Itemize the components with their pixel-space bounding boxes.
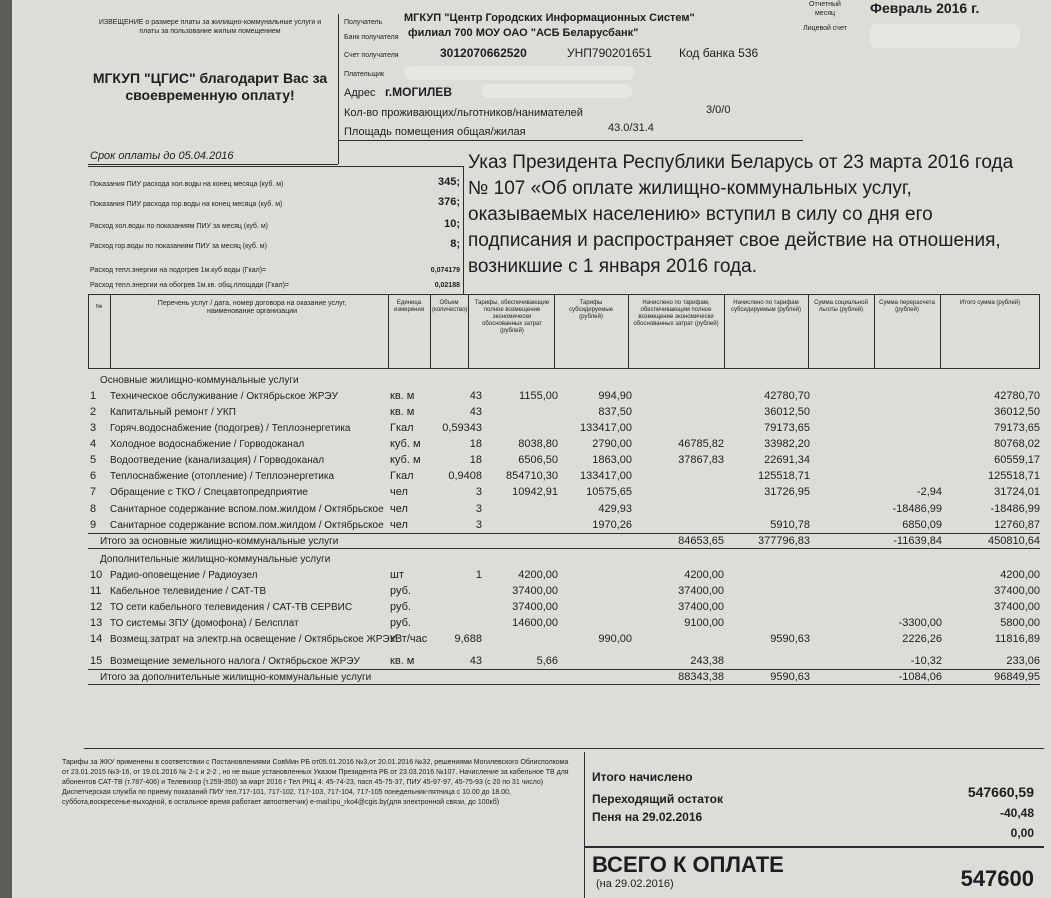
table-row [12, 469, 1051, 484]
cell-full: 37400,00 [512, 585, 558, 597]
cell-unit: кв. м [390, 406, 415, 418]
cell-num: 2 [90, 406, 97, 418]
cell-subs: 2790,00 [592, 438, 632, 450]
cell-qty: 3 [475, 503, 482, 515]
cell-cfull: 88343,38 [678, 671, 724, 683]
cell-unit: куб. м [390, 454, 421, 466]
cell-csubs: 125518,71 [758, 470, 810, 482]
col-header: № [95, 304, 103, 310]
payment-deadline: Срок оплаты до 05.04.2016 [90, 150, 234, 162]
cell-total: 5800,00 [1000, 617, 1040, 629]
cell-full: 10942,91 [512, 486, 558, 498]
cell-num: 13 [90, 617, 103, 629]
cell-recalc: -10,32 [910, 655, 942, 667]
cell-name: Возмещение земельного налога / Октябрьское ЖРЭУ [110, 656, 360, 667]
table-row [12, 568, 1051, 583]
cell-cfull: 37400,00 [678, 601, 724, 613]
cell-num: 6 [90, 470, 97, 482]
cell-total: 12760,87 [994, 519, 1040, 531]
meter-label: Расход тепл.энергии на подогрев 1м.куб воды (Гкал)= [90, 267, 267, 274]
cell-subs: 1970,26 [592, 519, 632, 531]
table-row [12, 600, 1051, 615]
col-header: Начислено по тарифам, обеспечивающим полное возмещение экономически обоснованных затрат (рублей) [633, 300, 719, 327]
address-label: Адрес [344, 87, 376, 99]
cell-name: Санитарное содержание вспом.пом.жилдом / Октябрьское [110, 504, 384, 515]
cell-csubs: 377796,83 [758, 535, 810, 547]
cell-qty: 0,9408 [448, 470, 482, 482]
cell-subs: 429,93 [598, 503, 632, 515]
cell-full: 854710,30 [506, 470, 558, 482]
cell-recalc: -18486,99 [892, 503, 942, 515]
cell-qty: 43 [469, 655, 482, 667]
cell-num: 5 [90, 454, 97, 466]
table-row [12, 584, 1051, 599]
cell-unit: Гкал [390, 422, 414, 434]
cell-csubs: 9590,63 [770, 633, 810, 645]
grand-total-date: (на 29.02.2016) [596, 878, 674, 890]
col-header: Тарифы субсидируемые (рублей) [569, 300, 613, 320]
cell-name: Основные жилищно-коммунальные услуги [100, 375, 299, 386]
recipient-name: МГКУП "Центр Городских Информационных Систем" [404, 12, 695, 24]
cell-name: Обращение с ТКО / Спецавтопредприятие [110, 487, 308, 498]
col-header: Сумма социальной льготы (рублей) [814, 300, 868, 313]
cell-num: 8 [90, 503, 97, 515]
cell-name: Холодное водоснабжение / Горводоканал [110, 439, 305, 450]
cell-qty: 43 [469, 390, 482, 402]
cell-cfull: 46785,82 [678, 438, 724, 450]
cell-full: 6506,50 [518, 454, 558, 466]
address-value: г.МОГИЛЕВ [385, 85, 452, 99]
cell-num: 4 [90, 438, 97, 450]
cell-name: Итого за дополнительные жилищно-коммунальные услуги [100, 672, 372, 683]
cell-name: ТО сети кабельного телевидения / САТ-ТВ СЕРВИС [110, 602, 353, 613]
cell-total: 42780,70 [994, 390, 1040, 402]
cell-qty: 3 [475, 486, 482, 498]
cell-total: 37400,00 [994, 585, 1040, 597]
cell-num: 3 [90, 422, 97, 434]
penalty-value: 0,00 [1010, 826, 1034, 840]
cell-num: 15 [90, 655, 103, 667]
cell-unit: чел [390, 486, 408, 498]
meter-value: 0,074179 [430, 267, 460, 274]
period-label: Отчетный месяц [809, 1, 841, 17]
residents-value: 3/0/0 [706, 104, 731, 116]
cell-qty: 43 [469, 406, 482, 418]
cell-num: 1 [90, 390, 97, 402]
cell-csubs: 9590,63 [770, 671, 810, 683]
subtotal-row [12, 670, 1051, 685]
cell-csubs: 31726,95 [764, 486, 810, 498]
subtotal-rule [88, 684, 1040, 685]
carryover-value: -40,48 [999, 806, 1034, 820]
table-row [12, 654, 1051, 669]
table-row [12, 616, 1051, 631]
cell-qty: 9,688 [454, 633, 482, 645]
cell-unit: шт [390, 569, 404, 581]
cell-total: 450810,64 [988, 535, 1040, 547]
cell-recalc: -1084,06 [898, 671, 942, 683]
meter-label: Расход тепл.энергии на обогрев 1м.кв. общ.площади (Гкал)= [90, 282, 290, 289]
cell-num: 14 [90, 633, 103, 645]
total-charged-value: 547660,59 [967, 784, 1034, 800]
meter-value: 10; [444, 218, 460, 230]
table-row [12, 389, 1051, 404]
cell-recalc: -3300,00 [898, 617, 942, 629]
cell-unit: кв. м [390, 390, 415, 402]
grand-total-value: 547600 [960, 866, 1034, 891]
cell-num: 9 [90, 519, 97, 531]
decree-announcement: Указ Президента Республики Беларусь от 23 марта 2016 года № 107 «Об оплате жилищно-коммунальных услуг, оказываемых населению» вступил в силу со дня его подписания и распространяет свое действие на отношения, возникшие с 1 января 2016 года. [468, 152, 1014, 277]
billing-month: Февраль 2016 г. [870, 0, 980, 16]
cell-total: 125518,71 [988, 470, 1040, 482]
table-row [12, 485, 1051, 500]
cell-recalc: 2226,26 [902, 633, 942, 645]
cell-qty: 0,59343 [442, 422, 482, 434]
cell-name: ТО системы ЗПУ (домофона) / Белсплат [110, 618, 299, 629]
cell-total: 37400,00 [994, 601, 1040, 613]
cell-cfull: 4200,00 [684, 569, 724, 581]
cell-unit: чел [390, 503, 408, 515]
utility-bill [12, 0, 1051, 898]
penalty-label: Пеня на 29.02.2016 [592, 810, 703, 824]
cell-unit: руб. [390, 601, 411, 613]
meter-value: 8; [450, 238, 460, 250]
cell-total: 96849,95 [994, 671, 1040, 683]
subtotal-rule [88, 533, 1040, 534]
cell-name: Теплоснабжение (отопление) / Теплоэнергетика [110, 471, 335, 482]
cell-recalc: 6850,09 [902, 519, 942, 531]
subtotal-rule [88, 669, 1040, 670]
subtotal-rule [88, 548, 1040, 549]
meter-label: Показания ПИУ расхода гор.воды на конец месяца (куб. м) [90, 201, 283, 208]
cell-name: Капитальный ремонт / УКП [110, 407, 236, 418]
cell-recalc: -11639,84 [893, 535, 942, 547]
meter-label: Показания ПИУ расхода хол.воды на конец месяца (куб. м) [90, 181, 284, 188]
meter-label: Расход гор.воды по показаниям ПИУ за месяц (куб. м) [90, 243, 267, 250]
cell-full: 5,66 [536, 655, 558, 667]
cell-name: Санитарное содержание вспом.пом.жилдом / Октябрьское [110, 520, 384, 531]
carryover-label: Переходящий остаток [592, 792, 723, 806]
meter-value: 0,02188 [434, 282, 460, 289]
cell-name: Кабельное телевидение / САТ-ТВ [110, 586, 267, 597]
cell-unit: руб. [390, 617, 411, 629]
thanks-message: МГКУП "ЦГИС" благодарит Вас за своевременную оплату! [92, 70, 328, 103]
meter-label: Расход хол.воды по показаниям ПИУ за месяц (куб. м) [90, 223, 268, 230]
table-row [12, 518, 1051, 533]
subtotal-row [12, 534, 1051, 549]
total-charged-label: Итого начислено [592, 770, 693, 784]
table-row [12, 421, 1051, 436]
col-header: Тарифы, обеспечивающие полное возмещение экономически обоснованных затрат (рублей) [474, 300, 550, 334]
col-header: Начислено по тарифам субсидируемым (рублей) [730, 300, 802, 313]
unp: УНП790201651 [567, 46, 652, 60]
table-row [12, 502, 1051, 517]
account-label: Счет получателя [344, 52, 399, 59]
cell-total: 4200,00 [1000, 569, 1040, 581]
cell-csubs: 5910,78 [770, 519, 810, 531]
cell-num: 10 [90, 569, 103, 581]
cell-subs: 994,90 [598, 390, 632, 402]
col-header: Перечень услуг / дата, номер договора на оказание услуг, наименование организации [157, 300, 347, 315]
cell-cfull: 84653,65 [678, 535, 724, 547]
payer-label: Плательщик [344, 71, 385, 78]
cell-name: Дополнительные жилищно-коммунальные услуги [100, 554, 331, 565]
cell-qty: 18 [469, 438, 482, 450]
cell-num: 11 [90, 585, 102, 597]
cell-total: 80768,02 [994, 438, 1040, 450]
cell-subs: 133417,00 [580, 470, 632, 482]
cell-name: Возмещ.затрат на электр.на освещение / Октябрьское ЖРЭУ [110, 634, 396, 645]
cell-cfull: 37867,83 [678, 454, 724, 466]
meter-value: 376; [437, 196, 460, 208]
cell-unit: чел [390, 519, 408, 531]
cell-name: Итого за основные жилищно-коммунальные услуги [100, 536, 339, 547]
col-header: Объем (количество) [432, 300, 468, 313]
meter-value: 345; [437, 176, 460, 188]
col-header: Итого сумма (рублей) [959, 300, 1021, 306]
cell-total: 11816,89 [994, 633, 1040, 645]
cell-full: 8038,80 [518, 438, 558, 450]
account-id-label: Лицевой счет [803, 25, 847, 32]
col-header: Единица измерения [393, 300, 425, 313]
cell-full: 37400,00 [512, 601, 558, 613]
cell-total: 79173,65 [994, 422, 1040, 434]
cell-subs: 10575,65 [586, 486, 632, 498]
bank-name: филиал 700 МОУ ОАО "АСБ Беларусбанк" [408, 27, 639, 39]
cell-qty: 1 [475, 569, 482, 581]
cell-total: -18486,99 [990, 503, 1040, 515]
cell-subs: 990,00 [598, 633, 632, 645]
cell-cfull: 37400,00 [678, 585, 724, 597]
cell-qty: 18 [469, 454, 482, 466]
cell-total: 36012,50 [994, 406, 1040, 418]
cell-recalc: -2,94 [916, 486, 942, 498]
cell-cfull: 9100,00 [684, 617, 724, 629]
cell-subs: 133417,00 [580, 422, 632, 434]
cell-csubs: 33982,20 [764, 438, 810, 450]
cell-unit: кВт/час [390, 633, 428, 645]
area-label: Площадь помещения общая/жилая [344, 126, 526, 138]
footnote: Тарифы за ЖКУ применены в соответствии с Постановлениями СовМин РБ от05.01.2016 №3,от 20.01.2016 №32, решениями Могилевского Облисполкома от 23.01.2015 №3-16, от 19.01.2016 № 2-1 и 2-2 , но не выше установленных Указом Президента РБ от 23.03.2016 №107. Начисление за кабельное ТВ для абонентов САТ-ТВ (т.787-406) и Телевизор (т.259-350) за март 2016 г Тел РКЦ 4: 45-74-23, пасп 45-75-37, ПИУ 45-97-97, 45-75-93 (с 20 по 31 число) Диспетчерская служба по приему показаний ПИУ тел.717-101, 717-102, 717-103, 717-104, 717-105 понедельник-пятница с 10.00 до 18.00, суббота,воскресенье-выходной, в остальное время работает автоответчик) e-mail:ipu_rko4@cgis.by(для электронной связи, до 100кб) [62, 759, 569, 806]
cell-qty: 3 [475, 519, 482, 531]
cell-cfull: 243,38 [690, 655, 724, 667]
cell-subs: 1863,00 [592, 454, 632, 466]
cell-unit: кв. м [390, 655, 415, 667]
cell-unit: руб. [390, 585, 411, 597]
cell-csubs: 79173,65 [764, 422, 810, 434]
cell-csubs: 36012,50 [764, 406, 810, 418]
cell-csubs: 42780,70 [764, 390, 810, 402]
area-value: 43.0/31.4 [608, 122, 654, 134]
cell-total: 233,06 [1006, 655, 1040, 667]
account-number: 3012070662520 [440, 46, 527, 60]
table-row [12, 453, 1051, 468]
bank-label: Банк получателя [344, 34, 399, 41]
col-header: Сумма перерасчета (рублей) [879, 300, 935, 313]
cell-name: Радио-оповещение / Радиоузел [110, 570, 258, 581]
cell-name: Водоотведение (канализация) / Горводоканал [110, 455, 325, 466]
cell-full: 14600,00 [512, 617, 558, 629]
cell-num: 7 [90, 486, 97, 498]
cell-name: Техническое обслуживание / Октябрьское ЖРЭУ [110, 391, 338, 402]
cell-unit: куб. м [390, 438, 421, 450]
notice-header: ИЗВЕЩЕНИЕ о размере платы за жилищно-коммунальные услуги и платы за пользование жилым помещением [98, 19, 322, 35]
section-header [12, 552, 1051, 567]
cell-unit: Гкал [390, 470, 414, 482]
table-row [12, 405, 1051, 420]
cell-name: Горяч.водоснабжение (подогрев) / Теплоэнергетика [110, 423, 351, 434]
cell-csubs: 22691,34 [764, 454, 810, 466]
cell-num: 12 [90, 601, 103, 613]
cell-total: 60559,17 [994, 454, 1040, 466]
table-row [12, 437, 1051, 452]
recipient-label: Получатель [344, 19, 383, 26]
cell-total: 31724,01 [994, 486, 1040, 498]
table-row [12, 632, 1051, 647]
bank-code: Код банка 536 [679, 46, 759, 60]
cell-full: 4200,00 [518, 569, 558, 581]
section-header [12, 373, 1051, 388]
grand-total-label: ВСЕГО К ОПЛАТЕ [592, 852, 784, 877]
cell-full: 1155,00 [519, 390, 558, 402]
cell-subs: 837,50 [598, 406, 632, 418]
residents-label: Кол-во проживающих/льготников/нанимателей [344, 107, 583, 119]
